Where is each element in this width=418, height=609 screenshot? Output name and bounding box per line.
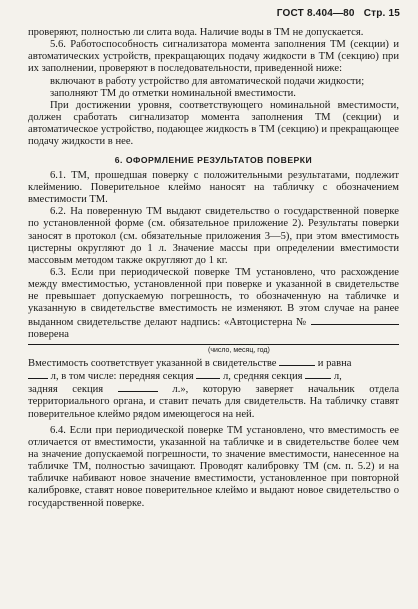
paragraph-text: поверена (28, 328, 69, 340)
paragraph: включают в работу устройство для автоматической подачи жидкости; (50, 75, 365, 87)
blank-line (311, 316, 399, 325)
document-body (28, 27, 399, 510)
form-text: и равна (317, 357, 352, 369)
date-caption: (число, месяц, год) (208, 346, 270, 354)
paragraph: 6.1. ТМ, прошедшая поверку с положительными результатами, подлежит клеймению. Поверительное клеймо наносят на табличку с обозначением вместимости ТМ. (28, 169, 399, 206)
paragraph: проверяют, полностью ли слита вода. Наличие воды в ТМ не допускается. (28, 27, 364, 38)
date-rule (28, 343, 399, 357)
form-text: л.», которую заверяет начальник отдела территориального органа, и ставит печать для свидетельств. На табличку ставят поверительное клеймо рядом имеющегося на ней. (28, 384, 400, 420)
blank-line (118, 383, 158, 392)
blank-line (196, 370, 220, 379)
paragraph: 6.2. На поверенную ТМ выдают свидетельство о государственной поверке по установленной форме (см. обязательное приложение 2). Результаты поверки заносят в протокол (см. обязательные приложения 3—5), при этом вместимость цистерны округляют до 1 л. Значение массы при определении вместимости массовым методом также округляют до 1 кг. (28, 206, 399, 266)
form-text: л, (333, 371, 342, 383)
paragraph: При достижении уровня, соответствующего номинальной вместимости, должен сработать сигнализатор момента заполнения ТМ (секции) и автоматическое устройство, подающее жидкость в ТМ (секцию) и прекращающее подачу жидкости в нее. (28, 99, 399, 148)
form-line (28, 370, 399, 383)
standard-number: ГОСТ 8.404—80 (276, 8, 355, 19)
paragraph (28, 267, 399, 341)
paragraph: 6.4. Если при периодической поверке ТМ установлено, что вместимость ее отличается от вместимости, указанной на табличке и в свидетельстве более чем на значение допускаемой погрешности, то значение вместимости, нанесенное на табличке ТМ, полностью зачищают. Проводят калибровку ТМ (см. п. 5.2) и на табличке набивают новое значение вместимости, установленное при повторной калибровке, ставят новое поверительное клеймо и выдают новое свидетельство о государственной поверке. (28, 424, 399, 509)
blank-line (279, 357, 315, 366)
blank-line (305, 370, 331, 379)
form-line (28, 357, 399, 370)
form-line (28, 383, 399, 420)
blank-line (28, 370, 48, 379)
page-number: Стр. 15 (363, 8, 400, 19)
paragraph: заполняют ТМ до отметки номинальной вместимости. (50, 87, 296, 99)
paragraph: 5.6. Работоспособность сигнализатора момента заполнения ТМ (секции) и автоматических устройств, прекращающих подачу жидкости в ТМ (секцию) при их заполнении, проверяют в последовательности, приведенной ниже: (28, 39, 399, 75)
paragraph-text: 6.3. Если при периодической поверке ТМ установлено, что расхождение между вместимостью, установленной при поверке и указанной в свидетельстве не превышает допускаемую погрешность, то обозначенную на табличке и указанную в свидетельстве вместимость не изменяют. В этом случае на ранее выданном свидетельстве делают надпись: «Автоцистерна № (28, 266, 399, 328)
form-text: л, в том числе: передняя секция (50, 371, 194, 383)
form-text: задняя секция (28, 384, 104, 396)
page-header (277, 8, 400, 19)
form-text: л, средняя секция (223, 371, 303, 383)
form-text: Вместимость соответствует указанной в свидетельстве (28, 357, 277, 369)
section-heading: 6. ОФОРМЛЕНИЕ РЕЗУЛЬТАТОВ ПОВЕРКИ (114, 154, 313, 165)
